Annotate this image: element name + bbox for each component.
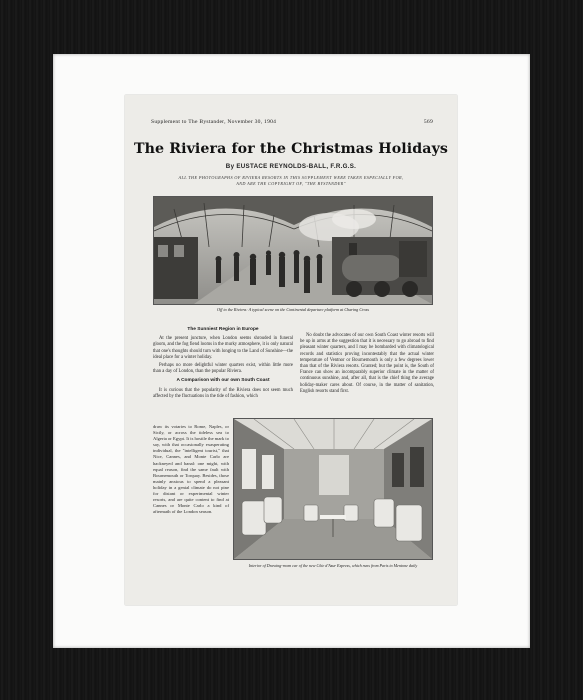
running-head-text: Supplement to The Bystander, November 30, 1904 [151, 119, 277, 125]
article-column-narrow [153, 424, 229, 517]
saloon-car-photo-image [234, 419, 432, 559]
section-heading-sunniest: The Sunniest Region in Europe [187, 327, 259, 332]
page-number: 569 [423, 119, 433, 125]
magazine-page [125, 95, 457, 605]
station-photo-image [154, 197, 432, 304]
paragraph-1: At the present juncture, when London seems shrouded in funeral gloom, and the fog fiend looms in the murky atmosphere, it is only natural that one's thoughts should turn with longing to the Land of Sunshine—the ideal place for a winter holiday. [153, 336, 293, 360]
running-header [151, 119, 433, 125]
article-title: The Riviera for the Christmas Holidays [133, 141, 449, 157]
copyright-notice: ALL THE PHOTOGRAPHS OF RIVIERA RESORTS IN THIS SUPPLEMENT WERE TAKEN ESPECIALLY FOR, AND ARE THE COPYRIGHT OF, "THE BYSTANDER" [178, 175, 404, 186]
paragraph-2: Perhaps no more delightful winter quarters exist, within little more than a day of London, than the popular Riviera. [153, 363, 293, 375]
paragraph-3: It is curious that the popularity of the Riviera does not seem much affected by the fluctuations in the tide of fashion, which [153, 387, 293, 399]
saloon-car-photo [233, 418, 433, 560]
article-byline: By EUSTACE REYNOLDS-BALL, F.R.G.S. [225, 163, 357, 170]
paragraph-4: No doubt the advocates of our own South Coast winter resorts will be up in arms at the suggestion that it is necessary to go abroad to find pleasant winter quarters, and I may be bombarded with climatological records and statistics proving incontestably that the actual winter temperature of Ventnor or Bournemouth is only a few degrees lower than that of the Riviera resorts. Granted; but the point is, the South of France can show an incomparably superior climate in the matter of continuous sunshine, and, after all, that is the chief thing the average holiday-maker cares about. Of course, in the matter of sanitation, English resorts stand first. [300, 333, 434, 394]
article-column-right [300, 324, 434, 397]
article-column-left [153, 324, 293, 402]
station-photo-caption: Off to the Riviera: A typical scene on the Continental departure platform at Charing Cross [217, 307, 369, 312]
station-photo [153, 196, 433, 305]
section-heading-comparison: A Comparison with our own South Coast [176, 378, 270, 384]
paragraph-3-continued: draw its votaries to Rome, Naples, or Sicily, or across the tideless sea to Algeria or Egypt. It is hostile the mark to say, with that occasionally exasperating individual, the "intelligent tourist," that Nice, Cannes, and Monte Carlo are hackneyed and banal: one might, with equal reason, find the same fault with Bournemouth or Torquay. Besides, those mainly anxious to spend a pleasant holiday in a genial climate do not pine for distant or experimental winter resorts, and are quite content to find at Cannes or Monte Carlo a kind of aftermath of the London season. [153, 424, 229, 515]
saloon-car-caption: Interior of Drawing-room car of the new Côte d'Azur Express, which runs from Paris to Mentone daily [248, 563, 418, 568]
